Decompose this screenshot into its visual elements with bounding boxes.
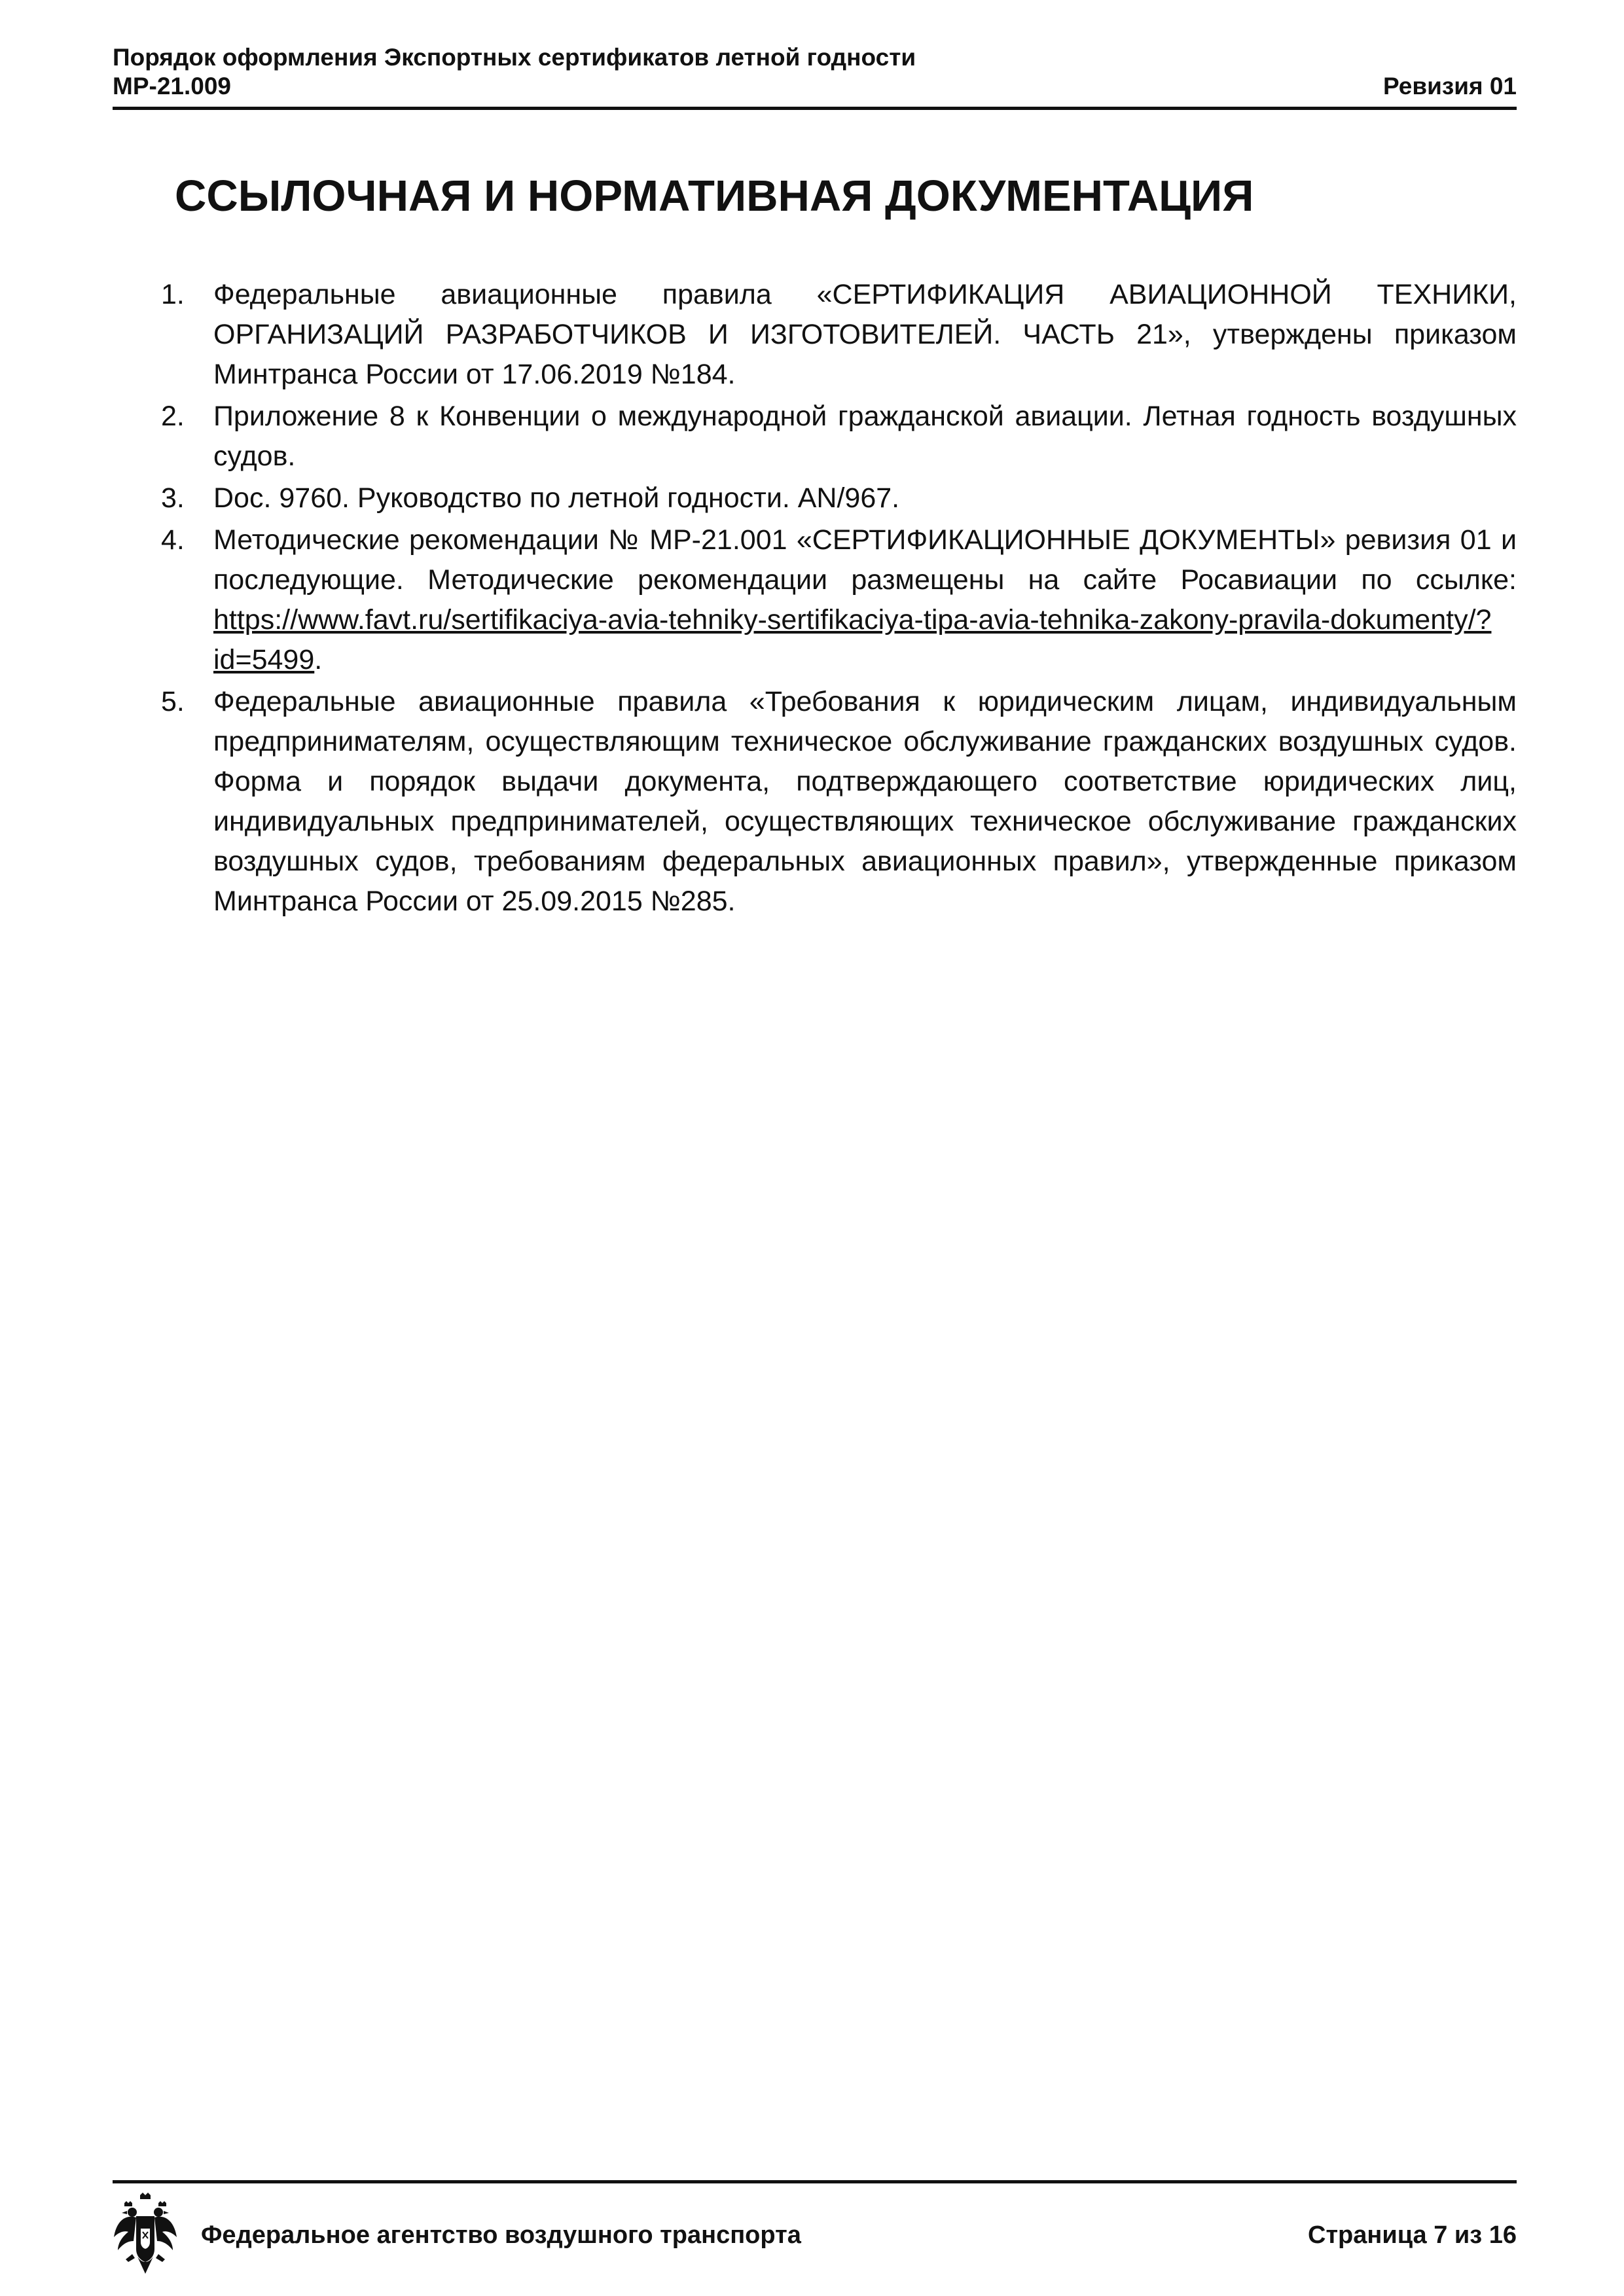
- list-item-number: 3.: [161, 482, 185, 514]
- page-header: [113, 43, 1517, 101]
- header-divider: [113, 107, 1517, 110]
- list-item-text: Приложение 8 к Конвенции о международной гражданской авиации. Летная годность воздушных судов.: [213, 401, 1517, 472]
- list-item-number: 5.: [161, 686, 185, 717]
- list-item-number: 2.: [161, 401, 185, 432]
- header-meta-row: [113, 72, 1517, 101]
- footer-divider: [113, 2180, 1517, 2183]
- list-item-text: [213, 520, 1517, 680]
- list-item-number: 4.: [161, 524, 185, 556]
- list-item: [161, 397, 1517, 476]
- references-list: [161, 275, 1517, 924]
- list-item-text: Федеральные авиационные правила «СЕРТИФИКАЦИЯ АВИАЦИОННОЙ ТЕХНИКИ, ОРГАНИЗАЦИЙ РАЗРАБОТЧИКОВ И ИЗГОТОВИТЕЛЕЙ. ЧАСТЬ 21», утверждены приказом Минтранса России от 17.06.2019 №184.: [213, 279, 1517, 390]
- list-item: [161, 478, 1517, 518]
- rosaviatsia-link[interactable]: https://www.favt.ru/sertifikaciya-avia-tehniky-sertifikaciya-tipa-avia-tehnika-zakony-pravila-dokumenty/?id=5499: [213, 604, 1492, 675]
- agency-name: Федеральное агентство воздушного транспорта: [201, 2221, 801, 2249]
- document-title: Порядок оформления Экспортных сертификатов летной годности: [113, 44, 916, 71]
- list-item: [161, 520, 1517, 680]
- list-item-text-end: .: [314, 644, 323, 675]
- list-item: [161, 275, 1517, 395]
- document-code: МР-21.009: [113, 73, 231, 99]
- section-title: ССЫЛОЧНАЯ И НОРМАТИВНАЯ ДОКУМЕНТАЦИЯ: [175, 171, 1254, 221]
- page-number: Страница 7 из 16: [1308, 2221, 1517, 2249]
- revision-label: Ревизия 01: [1383, 73, 1517, 99]
- double-headed-eagle-icon: [113, 2191, 178, 2276]
- list-item-text: Doc. 9760. Руководство по летной годности. AN/967.: [213, 482, 900, 514]
- list-item: [161, 682, 1517, 922]
- list-item-text-intro: Методические рекомендации № МР-21.001 «СЕРТИФИКАЦИОННЫЕ ДОКУМЕНТЫ» ревизия 01 и последующие. Методические рекомендации размещены на сайте Росавиации по ссылке:: [213, 524, 1517, 596]
- page-footer: [113, 2191, 1517, 2289]
- list-item-number: 1.: [161, 279, 185, 310]
- list-item-text: Федеральные авиационные правила «Требования к юридическим лицам, индивидуальным предпринимателям, осуществляющим техническое обслуживание гражданских воздушных судов. Форма и порядок выдачи документа, подтверждающего соответствие юридических лиц, индивидуальных предпринимателей, осуществляющих техническое обслуживание гражданских воздушных судов, требованиям федеральных авиационных правил», утвержденные приказом Минтранса России от 25.09.2015 №285.: [213, 686, 1517, 917]
